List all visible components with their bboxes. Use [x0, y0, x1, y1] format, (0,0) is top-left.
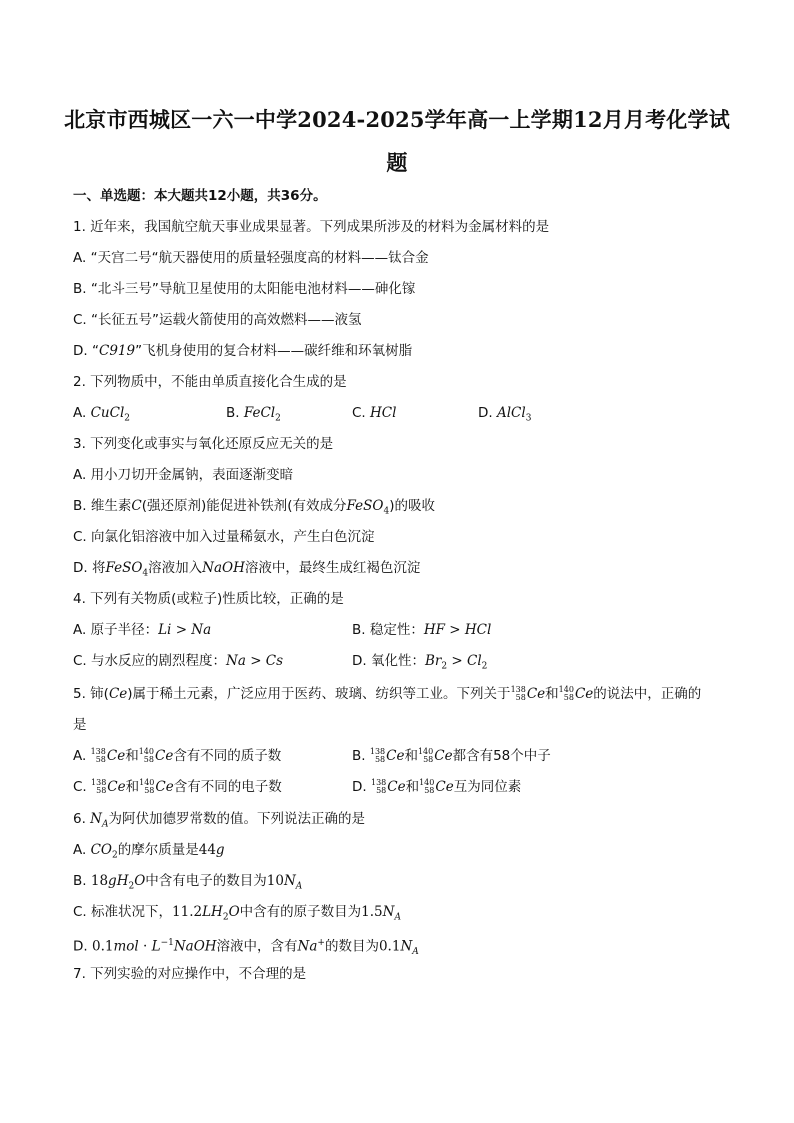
question-1-option-d: D. “C919”飞机身使用的复合材料——碳纤维和环氧树脂	[73, 343, 413, 359]
question-3-option-d: D. 将FeSO$_4$溶液加入NaOH溶液中，最终生成红褐色沉淀	[73, 560, 421, 579]
question-1-stem: 1. 近年来，我国航空航天事业成果显著。下列成果所涉及的材料为金属材料的是	[73, 219, 550, 235]
question-3-stem: 3. 下列变化或事实与氧化还原反应无关的是	[73, 436, 334, 452]
question-3-option-c: C. 向氯化铝溶液中加入过量稀氨水，产生白色沉淀	[73, 529, 375, 545]
question-4-stem: 4. 下列有关物质(或粒子)性质比较，正确的是	[73, 591, 344, 607]
question-4-option-a: A. 原子半径：Li > Na	[73, 622, 212, 638]
question-5-option-b: B. 138 58 Ce和 140 58 Ce都含有58个中子	[352, 747, 551, 764]
question-2-option-d: D. AlCl$_3$	[478, 405, 532, 424]
question-5-option-d: D. 138 58 Ce和 140 58 Ce互为同位素	[352, 778, 522, 795]
question-5-stem-continued: 是	[73, 717, 87, 733]
question-4-option-c: C. 与水反应的剧烈程度：Na > Cs	[73, 653, 284, 669]
question-6-option-b: B. $18gH_2O$中含有电子的数目为$10N_A$	[73, 873, 303, 892]
question-5-stem: 5. 铈(Ce)属于稀土元素，广泛应用于医药、玻璃、纺织等工业。下列关于 138 58 Ce和 140 58 Ce的说法中，正确的	[73, 685, 702, 702]
question-2-option-c: C. HCl	[352, 405, 397, 421]
section-heading: 一、单选题：本大题共12小题，共36分。	[73, 188, 327, 204]
question-2-option-a: A. CuCl$_2$	[73, 405, 130, 424]
question-5-option-a: A. 138 58 Ce和 140 58 Ce含有不同的质子数	[73, 747, 282, 764]
question-2-option-b: B. FeCl$_2$	[226, 405, 281, 424]
question-5-option-c: C. 138 58 Ce和 140 58 Ce含有不同的电子数	[73, 778, 282, 795]
question-6-option-d: D. $0.1mol \cdot L^{-1}NaOH$溶液中，含有Na+的数目为$0.1N_A$	[73, 938, 419, 958]
page-title: 北京市西城区一六一中学2024-2025学年高一上学期12月月考化学试题	[64, 107, 730, 175]
question-4-option-b: B. 稳定性：HF > HCl	[352, 622, 492, 638]
question-1-option-c: C. “长征五号”运载火箭使用的高效燃料——液氢	[73, 312, 362, 328]
question-1-option-a: A. “天宫二号“航天器使用的质量轻强度高的材料——钛合金	[73, 250, 429, 266]
question-3-option-a: A. 用小刀切开金属钠，表面逐渐变暗	[73, 467, 294, 483]
question-3-option-b: B. 维生素C(强还原剂)能促进补铁剂(有效成分FeSO$_4$)的吸收	[73, 498, 435, 517]
question-7-stem: 7. 下列实验的对应操作中，不合理的是	[73, 966, 307, 982]
question-6-option-a: A. $CO_2$的摩尔质量是44g	[73, 842, 225, 861]
question-4-option-d: D. 氧化性：$Br_2 > Cl_2$	[352, 653, 488, 672]
question-6-stem: 6. $N_A$为阿伏加德罗常数的值。下列说法正确的是	[73, 811, 365, 830]
question-6-option-c: C. 标准状况下，$11.2LH_2O$中含有的原子数目为$1.5N_A$	[73, 904, 401, 923]
question-2-stem: 2. 下列物质中，不能由单质直接化合生成的是	[73, 374, 347, 390]
question-1-option-b: B. “北斗三号”导航卫星使用的太阳能电池材料——砷化镓	[73, 281, 416, 297]
